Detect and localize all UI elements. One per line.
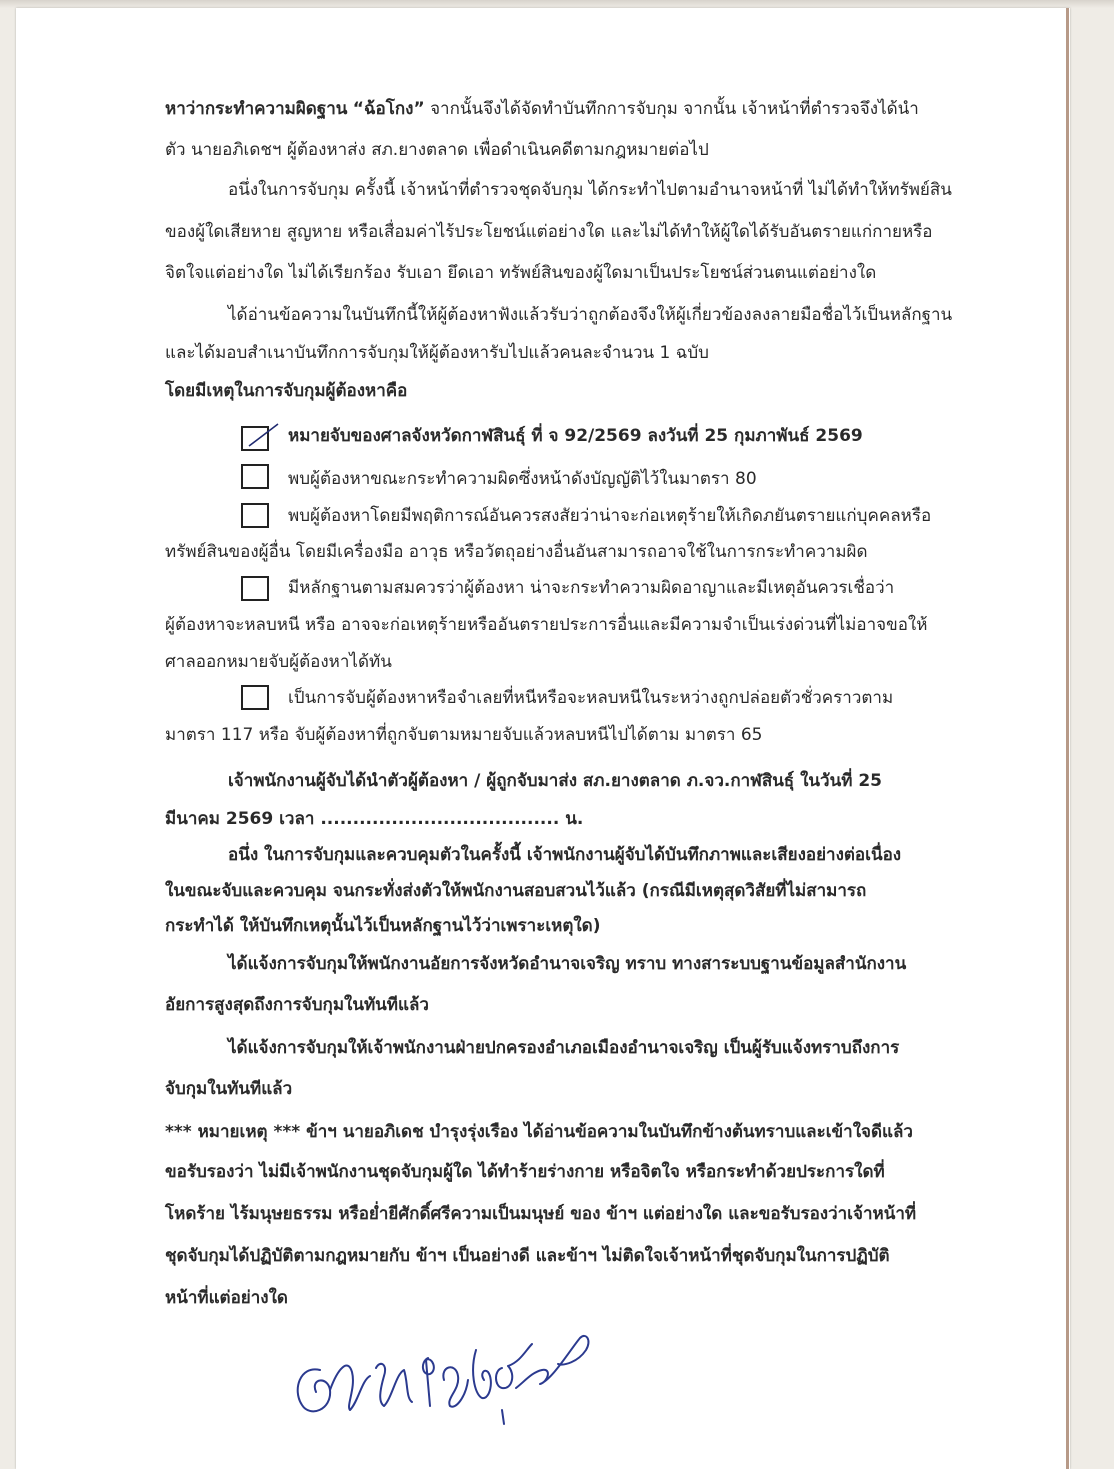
remark-line2: ขอรับรองว่า ไม่มีเจ้าพนักงานชุดจับกุมผู้ใด ได้ทำร้ายร่างกาย หรือจิตใจ หรือกระทำด้วยประการใดที่	[165, 1162, 885, 1182]
offense-name: “ฉ้อโกง”	[352, 99, 425, 119]
para3-line1: ได้อ่านข้อความในบันทึกนี้ให้ผู้ต้องหาฟังแล้วรับว่าถูกต้องจึงให้ผู้เกี่ยวข้องลงลายมือชื่อไว้เป็นหลักฐาน	[228, 305, 953, 325]
delivery-line1: เจ้าพนักงานผู้จับได้นำตัวผู้ต้องหา / ผู้ถูกจับมาส่ง สภ.ยางตลาด ภ.จว.กาฬสินธุ์ ในวันที่ 25	[228, 771, 882, 791]
reasons-heading: โดยมีเหตุในการจับกุมผู้ต้องหาคือ	[165, 381, 408, 401]
delivery-line2: มีนาคม 2569 เวลา ..................................... น.	[165, 809, 584, 829]
para1-line1	[165, 97, 919, 121]
reason-2-checkbox[interactable]	[241, 464, 269, 489]
para3-line2: และได้มอบสำเนาบันทึกการจับกุมให้ผู้ต้องหารับไปแล้วคนละจำนวน 1 ฉบับ	[165, 343, 709, 363]
para2-line2: ของผู้ใดเสียหาย สูญหาย หรือเสื่อมค่าไร้ประโยชน์แต่อย่างใด และไม่ได้ทำให้ผู้ใดได้รับอันตรายแก่กายหรือ	[165, 222, 933, 242]
para1-line2: ตัว นายอภิเดชฯ ผู้ต้องหาส่ง สภ.ยางตลาด เพื่อดำเนินคดีตามกฎหมายต่อไป	[165, 140, 709, 160]
admin-line1: ได้แจ้งการจับกุมให้เจ้าพนักงานฝ่ายปกครองอำเภอเมืองอำนาจเจริญ เป็นผู้รับแจ้งทราบถึงการ	[228, 1038, 900, 1058]
reason-1-text: หมายจับของศาลจังหวัดกาฬสินธุ์ ที่ จ 92/2569 ลงวันที่ 25 กุมภาพันธ์ 2569	[288, 426, 863, 446]
recording-line1: อนึ่ง ในการจับกุมและควบคุมตัวในครั้งนี้ เจ้าพนักงานผู้จับได้บันทึกภาพและเสียงอย่างต่อเนื่อง	[228, 845, 902, 865]
handwritten-signature	[280, 1310, 620, 1430]
reason-4-checkbox[interactable]	[241, 576, 269, 601]
recording-line2: ในขณะจับและควบคุม จนกระทั่งส่งตัวให้พนักงานสอบสวนไว้แล้ว (กรณีมีเหตุสุดวิสัยที่ไม่สามารถ	[165, 881, 867, 901]
reason-2-text: พบผู้ต้องหาขณะกระทำความผิดซึ่งหน้าดังบัญญัติไว้ในมาตรา 80	[288, 469, 757, 489]
para1-line1-end: จากนั้นจึงได้จัดทำบันทึกการจับกุม จากนั้น เจ้าหน้าที่ตำรวจจึงได้นำ	[430, 99, 919, 119]
reason-5-checkbox[interactable]	[241, 685, 269, 710]
reason-3-checkbox[interactable]	[241, 503, 269, 528]
admin-line2: จับกุมในทันทีแล้ว	[165, 1079, 293, 1099]
recording-line3: กระทำได้ ให้บันทึกเหตุนั้นไว้เป็นหลักฐานไว้ว่าเพราะเหตุใด)	[165, 916, 601, 936]
reason-1-checkbox[interactable]	[241, 426, 269, 451]
reason-4-line2: ผู้ต้องหาจะหลบหนี หรือ อาจจะก่อเหตุร้ายหรืออันตรายประการอื่นและมีความจำเป็นเร่งด่วนที่ไม่อาจขอให้	[165, 615, 928, 635]
scan-top-edge	[0, 0, 1114, 8]
reason-3-line1: พบผู้ต้องหาโดยมีพฤติการณ์อันควรสงสัยว่าน่าจะก่อเหตุร้ายให้เกิดภยันตรายแก่บุคคลหรือ	[288, 506, 932, 526]
prosecutor-line1: ได้แจ้งการจับกุมให้พนักงานอัยการจังหวัดอำนาจเจริญ ทราบ ทางสาระบบฐานข้อมูลสำนักงาน	[228, 954, 907, 974]
remark-line4: ชุดจับกุมได้ปฏิบัติตามกฎหมายกับ ข้าฯ เป็นอย่างดี และข้าฯ ไม่ติดใจเจ้าหน้าที่ชุดจับกุมในการปฏิบัติ	[165, 1246, 890, 1266]
reason-3-line2: ทรัพย์สินของผู้อื่น โดยมีเครื่องมือ อาวุธ หรือวัตถุอย่างอื่นอันสามารถอาจใช้ในการกระทำความผิด	[165, 542, 868, 562]
check-mark-icon	[247, 422, 281, 452]
reason-4-line3: ศาลออกหมายจับผู้ต้องหาได้ทัน	[165, 652, 392, 672]
reason-5-line1: เป็นการจับผู้ต้องหาหรือจำเลยที่หนีหรือจะหลบหนีในระหว่างถูกปล่อยตัวชั่วคราวตาม	[288, 688, 894, 708]
reason-4-line1: มีหลักฐานตามสมควรว่าผู้ต้องหา น่าจะกระทำความผิดอาญาและมีเหตุอันควรเชื่อว่า	[288, 578, 895, 598]
para1-line1-start: หาว่ากระทำความผิดฐาน	[165, 99, 348, 119]
reason-5-line2: มาตรา 117 หรือ จับผู้ต้องหาที่ถูกจับตามหมายจับแล้วหลบหนีไปได้ตาม มาตรา 65	[165, 725, 763, 745]
para2-line1: อนึ่งในการจับกุม ครั้งนี้ เจ้าหน้าที่ตำรวจชุดจับกุม ได้กระทำไปตามอำนาจหน้าที่ ไม่ได้ทำให้ทรัพย์สิน	[228, 180, 952, 200]
remark-line3: โหดร้าย ไร้มนุษยธรรม หรือย่ำยีศักดิ์ศรีความเป็นมนุษย์ ของ ข้าฯ แต่อย่างใด และขอรับรองว่าเจ้าหน้าที่	[165, 1204, 917, 1224]
para2-line3: จิตใจแต่อย่างใด ไม่ได้เรียกร้อง รับเอา ยึดเอา ทรัพย์สินของผู้ใดมาเป็นประโยชน์ส่วนตนแต่อย่างใด	[165, 263, 877, 283]
remark-line5: หน้าที่แต่อย่างใด	[165, 1288, 288, 1308]
remark-line1: *** หมายเหตุ *** ข้าฯ นายอภิเดช บำรุงรุ่งเรือง ได้อ่านข้อความในบันทึกข้างต้นทราบและเข้าใจดีแล้ว	[165, 1122, 913, 1142]
prosecutor-line2: อัยการสูงสุดถึงการจับกุมในทันทีแล้ว	[165, 995, 429, 1015]
page-right-edge	[1066, 8, 1069, 1469]
